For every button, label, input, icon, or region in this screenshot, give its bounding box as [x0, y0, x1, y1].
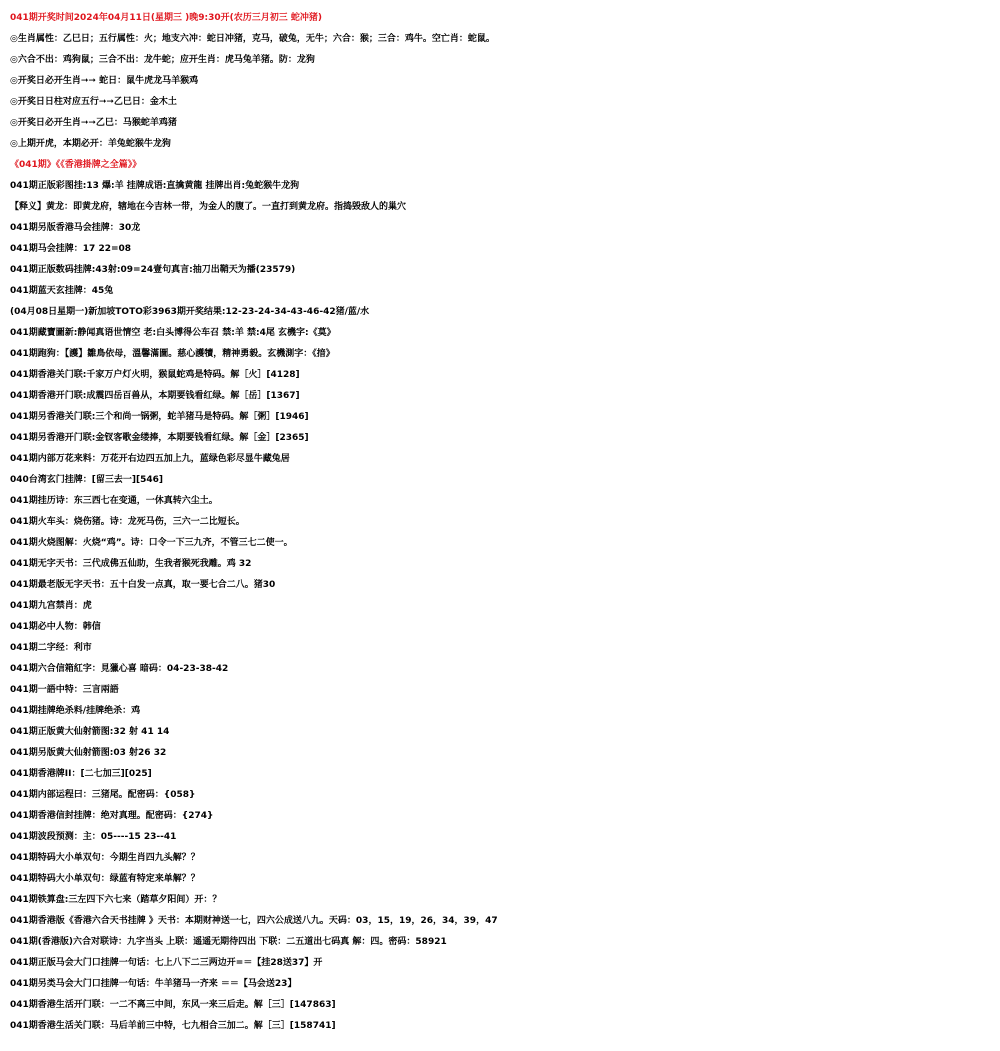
- text-line: 041期挂牌绝杀料/挂牌绝杀：鸡: [10, 706, 141, 716]
- text-line: 041期另类马会大门口挂牌一句话：牛羊猪马一齐来 ＝＝【马会送23】: [10, 979, 297, 989]
- zodiac-attributes-line: ◎生肖属性：乙巳日；五行属性：火；地支六冲：蛇日冲猪，克马，破兔，无牛；六合：猴；三合：鸡牛。空亡肖：蛇鼠。: [10, 34, 495, 44]
- text-line: 041期必中人物：韩信: [10, 622, 101, 632]
- text-line: 041期藏寶圖新:静闻真语世情空 老:白头博得公车召 禁:羊 禁:4尾 玄機字:《莫》: [10, 328, 336, 338]
- text-line: 041期另香港开门联:金钗客歌金缕捧，本期要钱看红绿。解［金］[2365]: [10, 433, 309, 443]
- previous-draw-line: ◎上期开虎，本期必开：羊兔蛇猴牛龙狗: [10, 139, 171, 149]
- text-line: 041期九宫禁肖：虎: [10, 601, 92, 611]
- text-line: 041期马会挂牌：17 22=08: [10, 244, 132, 254]
- text-line: 041期跑狗：【護】雛鳥依母，溫馨滿圖。慈心護犢，精神勇毅。玄機測字：《揞》: [10, 349, 335, 359]
- text-line: 041期波段预测：主：05----15 23--41: [10, 832, 177, 842]
- text-line: 041期内部运程曰：三猪尾。配密码：{058}: [10, 790, 196, 800]
- text-line: 041期特码大小单双句：今期生肖四九头解？？: [10, 853, 200, 863]
- text-line: 041期另香港关门联:三个和尚一锅粥，蛇羊猪马是特码。解［粥］[1946]: [10, 412, 309, 422]
- text-line: 041期一語中特：三言兩語: [10, 685, 119, 695]
- text-line: 041期最老版无字天书：五十白发一点真，取一要七合二八。猪30: [10, 580, 276, 590]
- text-line: 041期火车头：烧伤猪。诗：龙死马伤，三六一二比短长。: [10, 517, 245, 527]
- draw-time-header: 041期开奖时间2024年04月11日(星期三 )晚9:30开(农历三月初三 蛇冲猪): [10, 13, 322, 23]
- text-line: 041期蓝天玄挂牌：45兔: [10, 286, 114, 296]
- text-line: 041期正版数码挂牌:43射:09=24壹句真言:抽刀出鞘天为播(23579): [10, 265, 296, 275]
- text-line: 041期六合信箱紅字：見獵心喜 暗码：04-23-38-42: [10, 664, 229, 674]
- text-line: 041期另版香港马会挂牌：30龙: [10, 223, 141, 233]
- text-line: 041期正版黄大仙射箭图:32 射 41 14: [10, 727, 170, 737]
- text-line: 041期火烧图解：火烧“鸡”。诗：口令一下三九齐，不管三七二使一。: [10, 538, 293, 548]
- text-line: 041期特码大小单双句：绿蓝有特定来单解？？: [10, 874, 200, 884]
- text-line: 041期内部万花来料：万花开右边四五加上九，蓝绿色彩尽显牛藏兔居: [10, 454, 290, 464]
- text-line: 041期二字经：利市: [10, 643, 92, 653]
- text-line: 041期香港关门联:千家万户灯火明，猴鼠蛇鸡是特码。解［火］[4128]: [10, 370, 300, 380]
- text-line: 041期另版黄大仙射箭图:03 射26 32: [10, 748, 167, 758]
- day-pillar-elements-line: ◎开奖日日柱对应五行➞➞乙巳日：金木土: [10, 97, 177, 107]
- text-line: 041期无字天书：三代成佛五仙助，生我者猴死我雕。鸡 32: [10, 559, 252, 569]
- text-line: 041期香港版《香港六合天书挂牌 》天书：本期财神送一七，四六公成送八九。天码：03，15，19，26，34，39，47: [10, 916, 498, 926]
- text-line: 041期香港开门联:成震四岳百兽从，本期要钱看红绿。解［岳］[1367]: [10, 391, 300, 401]
- text-line: 041期(香港版)六合对联诗：九字当头 上联：遥遥无期待四出 下联：二五道出七码真 解：四。密码：58921: [10, 937, 447, 947]
- text-line: 041期正版马会大门口挂牌一句话：七上八下二三两边开=＝【挂28送37】开: [10, 958, 323, 968]
- yisi-zodiac-line: ◎开奖日必开生肖➞➞乙巳：马猴蛇羊鸡猪: [10, 118, 177, 128]
- snake-day-zodiac-line: ◎开奖日必开生肖➞➞ 蛇日：鼠牛虎龙马羊猴鸡: [10, 76, 199, 86]
- harmony-exclusion-line: ◎六合不出：鸡狗鼠；三合不出：龙牛蛇；应开生肖：虎马兔羊猪。防：龙狗: [10, 55, 315, 65]
- text-line: 041期香港牌II：[二七加三][025]: [10, 769, 152, 779]
- text-line: 041期铁算盘:三左四下六七来（踏草夕阳间）开：？: [10, 895, 222, 905]
- section-title: 《041期》《《香港掛牌之全篇》》: [10, 160, 142, 170]
- text-line: (04月08日星期一)新加坡TOTO彩3963期开奖结果:12-23-24-34-43-46-42猪/蓝/水: [10, 307, 370, 317]
- text-line: 041期香港生活关门联：马后羊前三中特，七九相合三加二。解［三］[158741]: [10, 1021, 336, 1031]
- text-line: 041期香港生活开门联：一二不离三中间，东风一来三后走。解［三］[147863]: [10, 1000, 336, 1010]
- text-line: 041期挂历诗：东三西七在变通，一休真转六尘土。: [10, 496, 218, 506]
- text-line: 041期香港信封挂牌：绝对真理。配密码：{274}: [10, 811, 214, 821]
- text-line: 041期正版彩图挂:13 爆:羊 挂牌成语:直擒黄龍 挂牌出肖:兔蛇猴牛龙狗: [10, 181, 300, 191]
- text-line: 040台湾玄门挂牌：[留三去一][546]: [10, 475, 164, 485]
- text-line: 【释义】黄龙：即黄龙府，辖地在今吉林一带，为金人的腹了。一直打到黄龙府。指捣毁敌人的巢穴: [10, 202, 407, 212]
